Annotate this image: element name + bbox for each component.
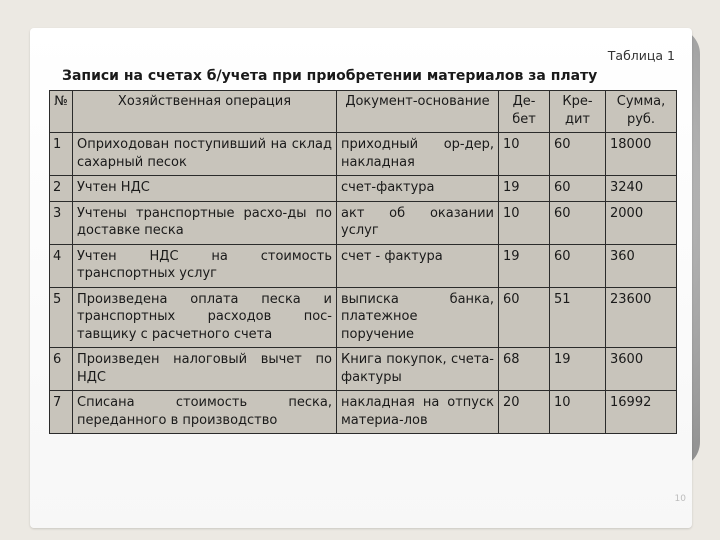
row-document: акт об оказании услуг	[337, 201, 499, 244]
row-amount: 2000	[606, 201, 677, 244]
row-document: приходный ор-дер, накладная	[337, 133, 499, 176]
page-title: Записи на счетах б/учета при приобретении материалов за плату	[62, 68, 598, 84]
row-amount: 3600	[606, 348, 677, 391]
header-document: Документ-основание	[337, 91, 499, 133]
row-number: 1	[50, 133, 73, 176]
row-number: 3	[50, 201, 73, 244]
row-credit: 60	[550, 176, 606, 202]
table-row	[50, 176, 677, 202]
table-row	[50, 287, 677, 348]
row-credit: 60	[550, 201, 606, 244]
row-amount: 18000	[606, 133, 677, 176]
row-amount: 360	[606, 244, 677, 287]
row-operation: Учтен НДС на стоимость транспортных услуг	[73, 244, 337, 287]
row-operation: Произведена оплата песка и транспортных расходов пос-тавщику с расчетного счета	[73, 287, 337, 348]
row-number: 2	[50, 176, 73, 202]
row-credit: 19	[550, 348, 606, 391]
row-debit: 10	[499, 133, 550, 176]
row-credit: 10	[550, 391, 606, 434]
row-debit: 20	[499, 391, 550, 434]
row-number: 7	[50, 391, 73, 434]
row-credit: 60	[550, 133, 606, 176]
table-row	[50, 244, 677, 287]
row-operation: Учтен НДС	[73, 176, 337, 202]
table-header-row	[50, 91, 677, 133]
row-operation: Учтены транспортные расхо-ды по доставке песка	[73, 201, 337, 244]
header-credit: Кре-дит	[550, 91, 606, 133]
row-document: счет - фактура	[337, 244, 499, 287]
row-credit: 60	[550, 244, 606, 287]
table-row	[50, 133, 677, 176]
header-operation: Хозяйственная операция	[73, 91, 337, 133]
header-number: №	[50, 91, 73, 133]
row-debit: 10	[499, 201, 550, 244]
table-caption: Таблица 1	[607, 48, 675, 63]
row-debit: 68	[499, 348, 550, 391]
table-row	[50, 391, 677, 434]
row-operation: Списана стоимость песка, переданного в производство	[73, 391, 337, 434]
row-debit: 19	[499, 176, 550, 202]
row-document: Книга покупок, счета-фактуры	[337, 348, 499, 391]
row-number: 5	[50, 287, 73, 348]
row-operation: Оприходован поступивший на склад сахарный песок	[73, 133, 337, 176]
row-document: накладная на отпуск материа-лов	[337, 391, 499, 434]
slide-number: 10	[674, 494, 686, 504]
row-debit: 60	[499, 287, 550, 348]
header-debit: Де-бет	[499, 91, 550, 133]
row-amount: 23600	[606, 287, 677, 348]
header-amount: Сумма, руб.	[606, 91, 677, 133]
table-row	[50, 201, 677, 244]
row-debit: 19	[499, 244, 550, 287]
row-operation: Произведен налоговый вычет по НДС	[73, 348, 337, 391]
row-number: 6	[50, 348, 73, 391]
operations-table	[49, 90, 677, 434]
row-amount: 3240	[606, 176, 677, 202]
row-credit: 51	[550, 287, 606, 348]
table-row	[50, 348, 677, 391]
row-document: выписка банка, платежное поручение	[337, 287, 499, 348]
row-document: счет-фактура	[337, 176, 499, 202]
row-number: 4	[50, 244, 73, 287]
row-amount: 16992	[606, 391, 677, 434]
